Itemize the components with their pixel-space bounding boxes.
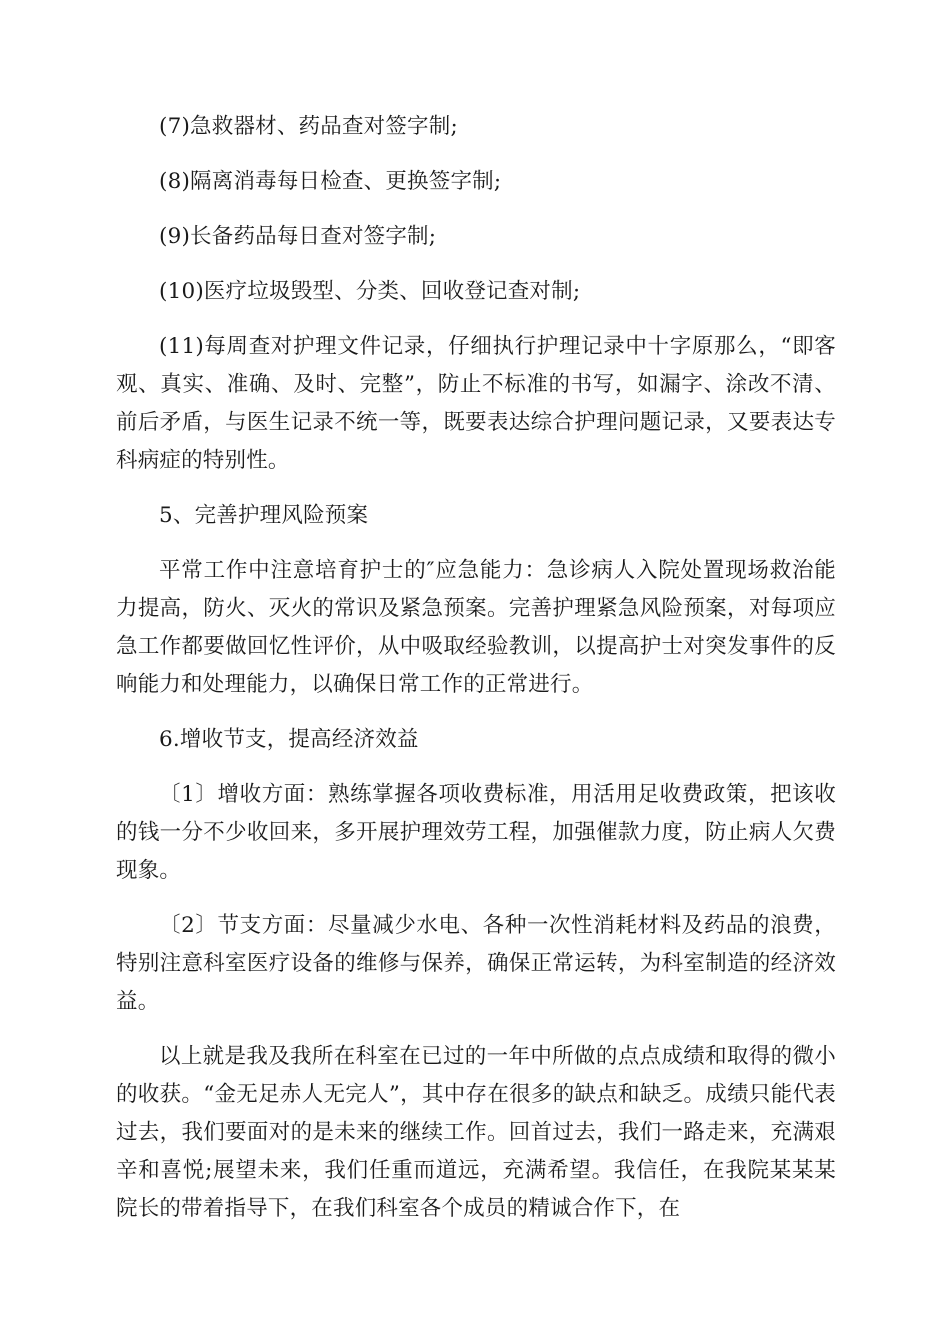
paragraph-increase-income: 〔1〕增收方面：熟练掌握各项收费标准，用活用足收费政策，把该收的钱一分不少收回来，多开展护理效劳工程，加强催款力度，防止病人欠费现象。: [116, 782, 836, 883]
paragraph-item-8: (8)隔离消毒每日检查、更换签字制;: [159, 169, 502, 194]
paragraph-risk-plan: 平常工作中注意培育护士的″应急能力：急诊病人入院处置现场救治能力提高，防火、灭火的常识及紧急预案。完善护理紧急风险预案，对每项应急工作都要做回忆性评价，从中吸取经验教训，以提高护士对突发事件的反响能力和处理能力，以确保日常工作的正常进行。: [116, 558, 836, 697]
section-heading-economic-benefit: 6.增收节支，提高经济效益: [159, 727, 419, 752]
paragraph-item-11: (11)每周查对护理文件记录，仔细执行护理记录中十字原那么，“即客观、真实、准确、及时、完整”，防止不标准的书写，如漏字、涂改不清、前后矛盾，与医生记录不统一等，既要表达综合护理问题记录，又要表达专科病症的特别性。: [116, 334, 836, 473]
document-body: [116, 108, 836, 1245]
paragraph-item-9: (9)长备药品每日查对签字制;: [159, 224, 437, 249]
paragraph-summary: 以上就是我及我所在科室在已过的一年中所做的点点成绩和取得的微小的收获。“金无足赤人无完人”，其中存在很多的缺点和缺乏。成绩只能代表过去，我们要面对的是未来的继续工作。回首过去，我们一路走来，充满艰辛和喜悦;展望未来，我们任重而道远，充满希望。我信任，在我院某某某院长的带着指导下，在我们科室各个成员的精诚合作下，在: [116, 1044, 836, 1221]
section-heading-risk-plan: 5、完善护理风险预案: [159, 503, 369, 528]
paragraph-item-10: (10)医疗垃圾毁型、分类、回收登记查对制;: [159, 279, 581, 304]
paragraph-cost-saving: 〔2〕节支方面：尽量减少水电、各种一次性消耗材料及药品的浪费，特别注意科室医疗设备的维修与保养，确保正常运转，为科室制造的经济效益。: [116, 913, 836, 1014]
paragraph-item-7: (7)急救器材、药品查对签字制;: [159, 114, 458, 139]
